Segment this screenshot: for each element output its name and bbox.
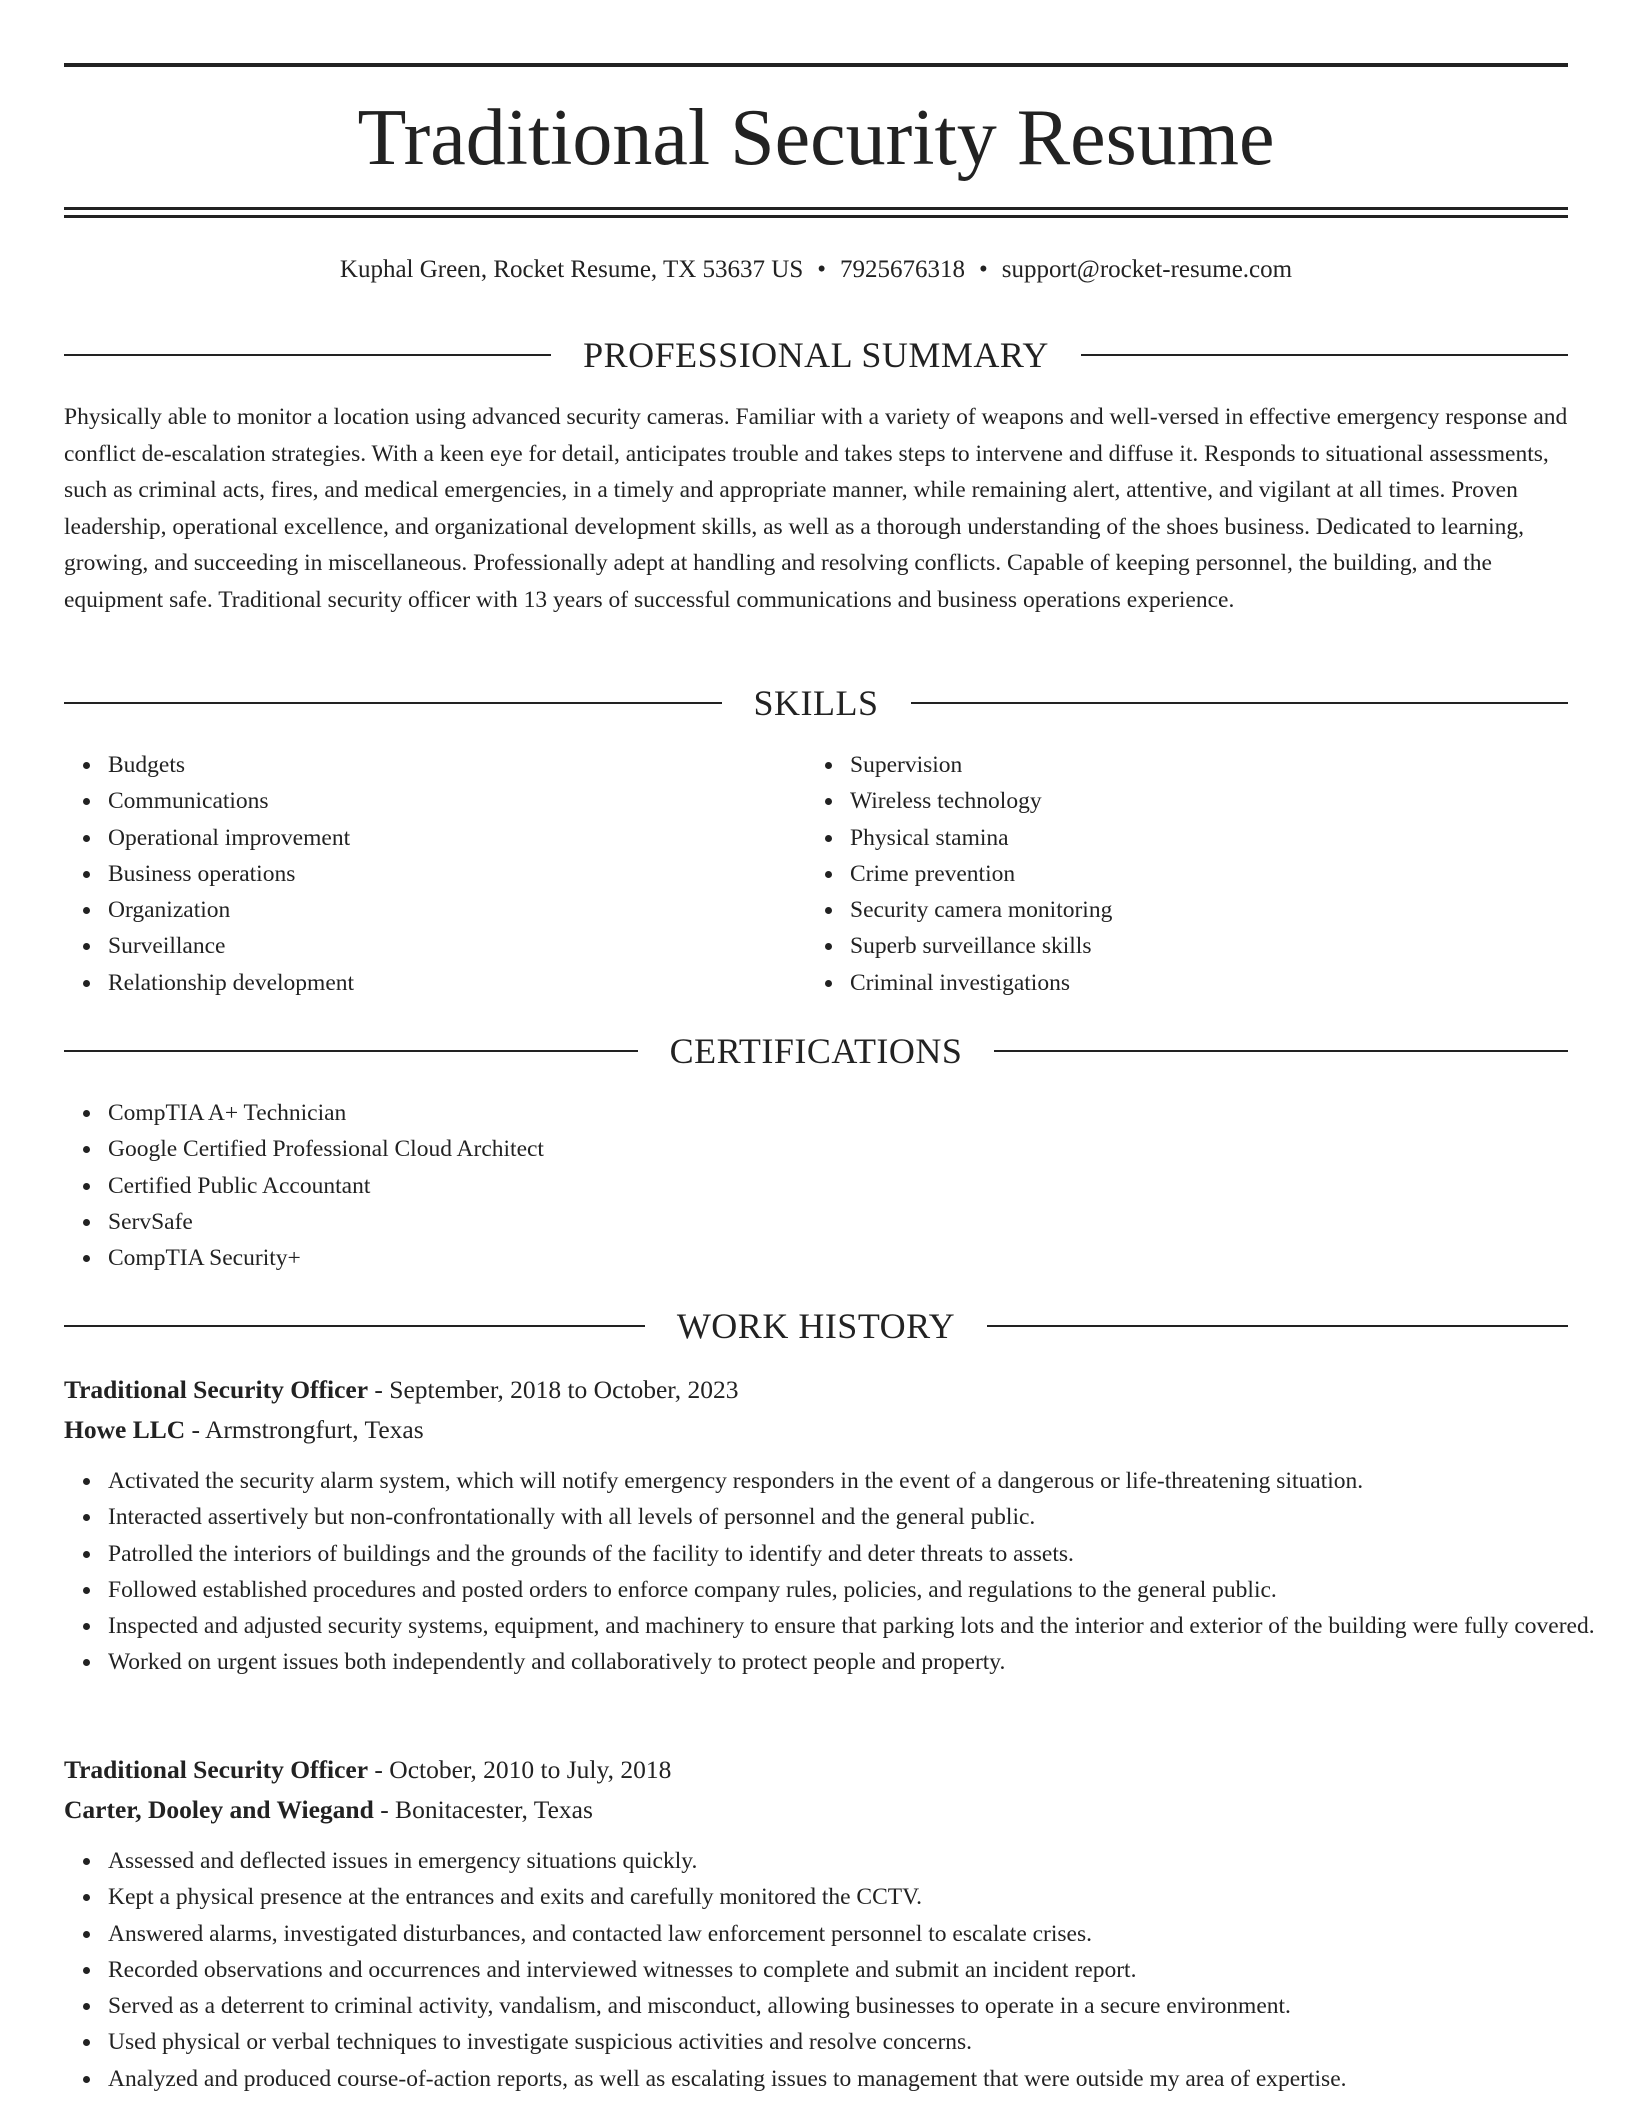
duty-item: Assessed and deflected issues in emergency situations quickly. <box>108 1843 1612 1879</box>
section-title: SKILLS <box>753 683 879 723</box>
duty-item: Kept a physical presence at the entrances and exits and carefully monitored the CCTV. <box>108 1879 1612 1915</box>
job-location: - Bonitacester, Texas <box>373 1795 593 1824</box>
skill-item: Criminal investigations <box>850 965 1550 1001</box>
skill-item: Budgets <box>108 747 808 783</box>
job-title: Traditional Security Officer <box>64 1755 369 1784</box>
certification-item: CompTIA A+ Technician <box>108 1095 1568 1131</box>
job-dates: - September, 2018 to October, 2023 <box>368 1375 739 1404</box>
skills-section-heading <box>64 681 1568 725</box>
job-company: Carter, Dooley and Wiegand <box>64 1795 374 1824</box>
certifications-list <box>64 1095 1568 1276</box>
separator-dot: • <box>817 256 827 283</box>
contact-line <box>64 252 1568 288</box>
job-company: Howe LLC <box>64 1415 186 1444</box>
job-title-line <box>64 1750 1568 1790</box>
skill-item: Wireless technology <box>850 783 1550 819</box>
heading-rule <box>1081 354 1568 356</box>
skill-item: Business operations <box>108 856 808 892</box>
skill-item: Superb surveillance skills <box>850 928 1550 964</box>
duty-item: Followed established procedures and posted orders to enforce company rules, policies, and regulations to the general public. <box>108 1572 1612 1608</box>
section-title: CERTIFICATIONS <box>669 1031 963 1071</box>
work-history-section-heading <box>64 1304 1568 1348</box>
header-bottom-rule <box>64 215 1568 218</box>
heading-rule <box>64 1050 638 1052</box>
duty-item: Served as a deterrent to criminal activity, vandalism, and misconduct, allowing businesses to operate in a secure environment. <box>108 1988 1612 2024</box>
job-location: - Armstrongfurt, Texas <box>185 1415 424 1444</box>
job-duties-list <box>64 1843 1612 2097</box>
section-title: PROFESSIONAL SUMMARY <box>583 335 1049 375</box>
skill-item: Relationship development <box>108 965 808 1001</box>
duty-item: Analyzed and produced course-of-action reports, as well as escalating issues to management that were outside my area of expertise. <box>108 2061 1612 2097</box>
skill-item: Physical stamina <box>850 820 1550 856</box>
duty-item: Used physical or verbal techniques to investigate suspicious activities and resolve concerns. <box>108 2024 1612 2060</box>
contact-email: support@rocket-resume.com <box>1001 256 1293 283</box>
heading-rule <box>64 702 722 704</box>
heading-rule <box>987 1325 1568 1327</box>
skills-list-right <box>806 747 1550 1001</box>
job-company-line <box>64 1790 1568 1830</box>
duty-item: Inspected and adjusted security systems, equipment, and machinery to ensure that parking lots and the interior and exterior of the building were fully covered. <box>108 1608 1612 1644</box>
header-top-rule <box>64 63 1568 67</box>
contact-phone: 7925676318 <box>840 256 966 283</box>
job-title-line <box>64 1370 1568 1410</box>
heading-rule <box>911 702 1569 704</box>
skill-item: Crime prevention <box>850 856 1550 892</box>
certification-item: Google Certified Professional Cloud Architect <box>108 1131 1568 1167</box>
certification-item: Certified Public Accountant <box>108 1168 1568 1204</box>
duty-item: Patrolled the interiors of buildings and the grounds of the facility to identify and deter threats to assets. <box>108 1536 1612 1572</box>
skills-list-left <box>64 747 808 1001</box>
certification-item: CompTIA Security+ <box>108 1240 1568 1276</box>
duty-item: Activated the security alarm system, which will notify emergency responders in the event of a dangerous or life-threatening situation. <box>108 1463 1612 1499</box>
skill-item: Communications <box>108 783 808 819</box>
heading-rule <box>64 1325 645 1327</box>
job-company-line <box>64 1410 1568 1450</box>
separator-dot: • <box>979 256 988 283</box>
heading-rule <box>64 354 551 356</box>
header-bottom-rule <box>64 207 1568 210</box>
section-title: WORK HISTORY <box>676 1306 956 1346</box>
job-title: Traditional Security Officer <box>64 1375 369 1404</box>
skill-item: Security camera monitoring <box>850 892 1550 928</box>
duty-item: Answered alarms, investigated disturbances, and contacted law enforcement personnel to escalate crises. <box>108 1916 1612 1952</box>
heading-rule <box>994 1050 1568 1052</box>
summary-text: Physically able to monitor a location using advanced security cameras. Familiar with a variety of weapons and well-versed in effective emergency response and conflict de-escalation strategies. With a keen eye for detail, anticipates trouble and takes steps to intervene and diffuse it. Responds to situational assessments, such as criminal acts, fires, and medical emergencies, in a timely and appropriate manner, while remaining alert, attentive, and vigilant at all times. Proven leadership, operational excellence, and organizational development skills, as well as a thorough understanding of the shoes business. Dedicated to learning, growing, and succeeding in miscellaneous. Professionally adept at handling and resolving conflicts. Capable of keeping personnel, the building, and the equipment safe. Traditional security officer with 13 years of successful communications and business operations experience. <box>64 404 1568 613</box>
certification-item: ServSafe <box>108 1204 1568 1240</box>
skill-item: Surveillance <box>108 928 808 964</box>
duty-item: Interacted assertively but non-confrontationally with all levels of personnel and the general public. <box>108 1499 1612 1535</box>
contact-address: Kuphal Green, Rocket Resume, TX 53637 US <box>339 256 804 283</box>
resume-title: Traditional Security Resume <box>357 94 1275 182</box>
duty-item: Worked on urgent issues both independently and collaboratively to protect people and property. <box>108 1644 1612 1680</box>
job-dates: - October, 2010 to July, 2018 <box>368 1755 672 1784</box>
skill-item: Operational improvement <box>108 820 808 856</box>
job-duties-list <box>64 1463 1612 1681</box>
skill-item: Organization <box>108 892 808 928</box>
skill-item: Supervision <box>850 747 1550 783</box>
duty-item: Recorded observations and occurrences and interviewed witnesses to complete and submit an incident report. <box>108 1952 1612 1988</box>
summary-section-heading <box>64 333 1568 377</box>
certifications-section-heading <box>64 1029 1568 1073</box>
